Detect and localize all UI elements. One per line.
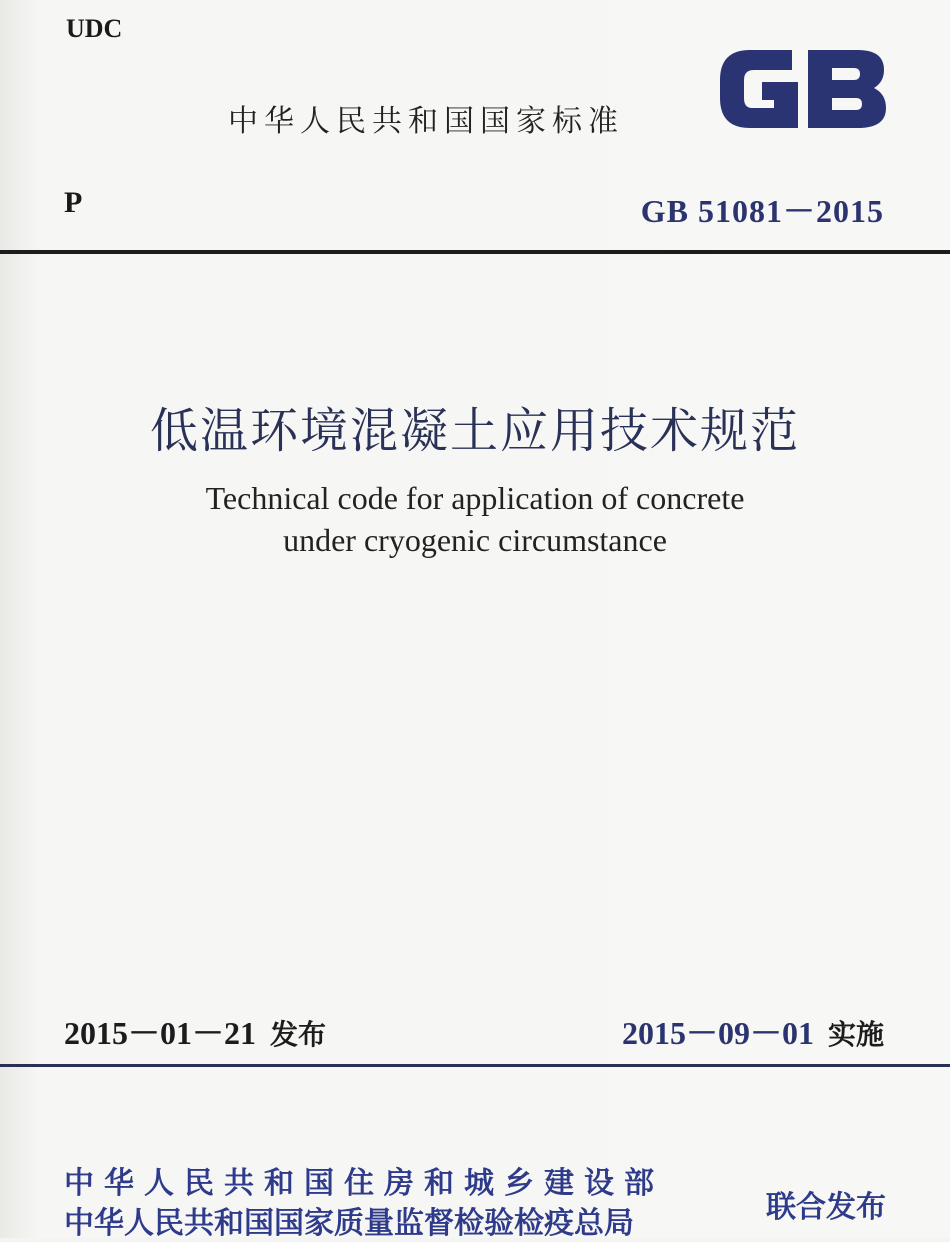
issuer-ministry: 中华人民共和国住房和城乡建设部 [64, 1166, 664, 1201]
issue-date: 2015－01－21 [64, 1015, 257, 1051]
title-english-line2: under cryogenic circumstance [283, 522, 667, 558]
gb-logo [716, 46, 888, 132]
effective-date-block [622, 1008, 884, 1054]
joint-issue-label: 联合发布 [766, 1190, 886, 1225]
bottom-divider [0, 1064, 950, 1067]
top-divider [0, 250, 950, 254]
title-chinese: 低温环境混凝土应用技术规范 [149, 403, 800, 459]
effective-date: 2015－09－01 [621, 1015, 814, 1051]
standard-number: GB 51081－2015 [640, 193, 884, 229]
category-label: P [64, 186, 83, 219]
udc-label: UDC [66, 14, 123, 43]
issuer-aqsiq: 中华人民共和国国家质量监督检验检疫总局 [64, 1206, 634, 1241]
issue-date-block [64, 1008, 326, 1054]
title-english-line1: Technical code for application of concrete [205, 480, 745, 516]
standard-type: 中华人民共和国国家标准 [228, 104, 624, 139]
issue-label: 发布 [270, 1018, 327, 1051]
effective-label: 实施 [827, 1018, 884, 1051]
